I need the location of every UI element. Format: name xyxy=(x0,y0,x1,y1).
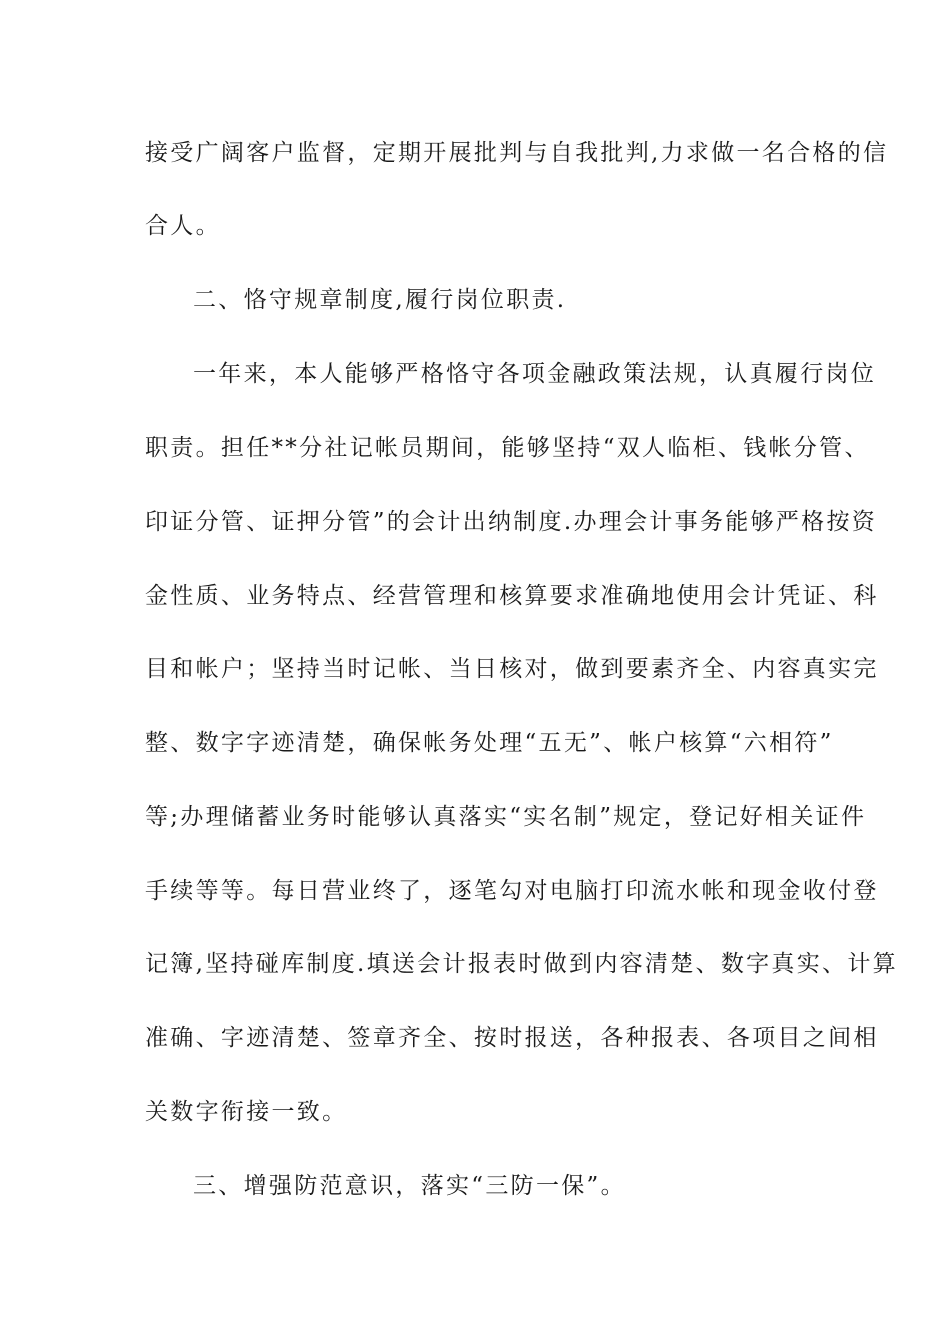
text-line: 合人。 xyxy=(145,213,221,239)
text-line: 金性质、业务特点、经营管理和核算要求准确地使用会计凭证、科 xyxy=(145,583,879,609)
text-line: 手续等等。每日营业终了，逐笔勾对电脑打印流水帐和现金收付登 xyxy=(145,878,879,904)
section-heading: 二、恪守规章制度,履行岗位职责. xyxy=(193,287,567,313)
text-line: 准确、字迹清楚、签章齐全、按时报送，各种报表、各项目之间相 xyxy=(145,1025,879,1051)
text-line: 关数字衔接一致。 xyxy=(145,1099,348,1125)
text-line: 等;办理储蓄业务时能够认真落实“实名制”规定，登记好相关证件 xyxy=(145,804,867,830)
text-line: 目和帐户；坚持当时记帐、当日核对，做到要素齐全、内容真实完 xyxy=(145,656,879,682)
text-line: 印证分管、证押分管”的会计出纳制度.办理会计事务能够严格按资 xyxy=(145,509,878,535)
paragraph-start-line: 一年来，本人能够严格恪守各项金融政策法规，认真履行岗位 xyxy=(193,361,877,387)
text-line: 接受广阔客户监督，定期开展批判与自我批判,力求做一名合格的信 xyxy=(145,140,889,166)
text-line: 整、数字字迹清楚，确保帐务处理“五无”、帐户核算“六相符” xyxy=(145,730,834,756)
section-heading: 三、增强防范意识，落实“三防一保”。 xyxy=(193,1173,626,1199)
text-line: 记簿,坚持碰库制度.填送会计报表时做到内容清楚、数字真实、计算 xyxy=(145,951,898,977)
text-line: 职责。担任**分社记帐员期间，能够坚持“双人临柜、钱帐分管、 xyxy=(145,435,870,461)
